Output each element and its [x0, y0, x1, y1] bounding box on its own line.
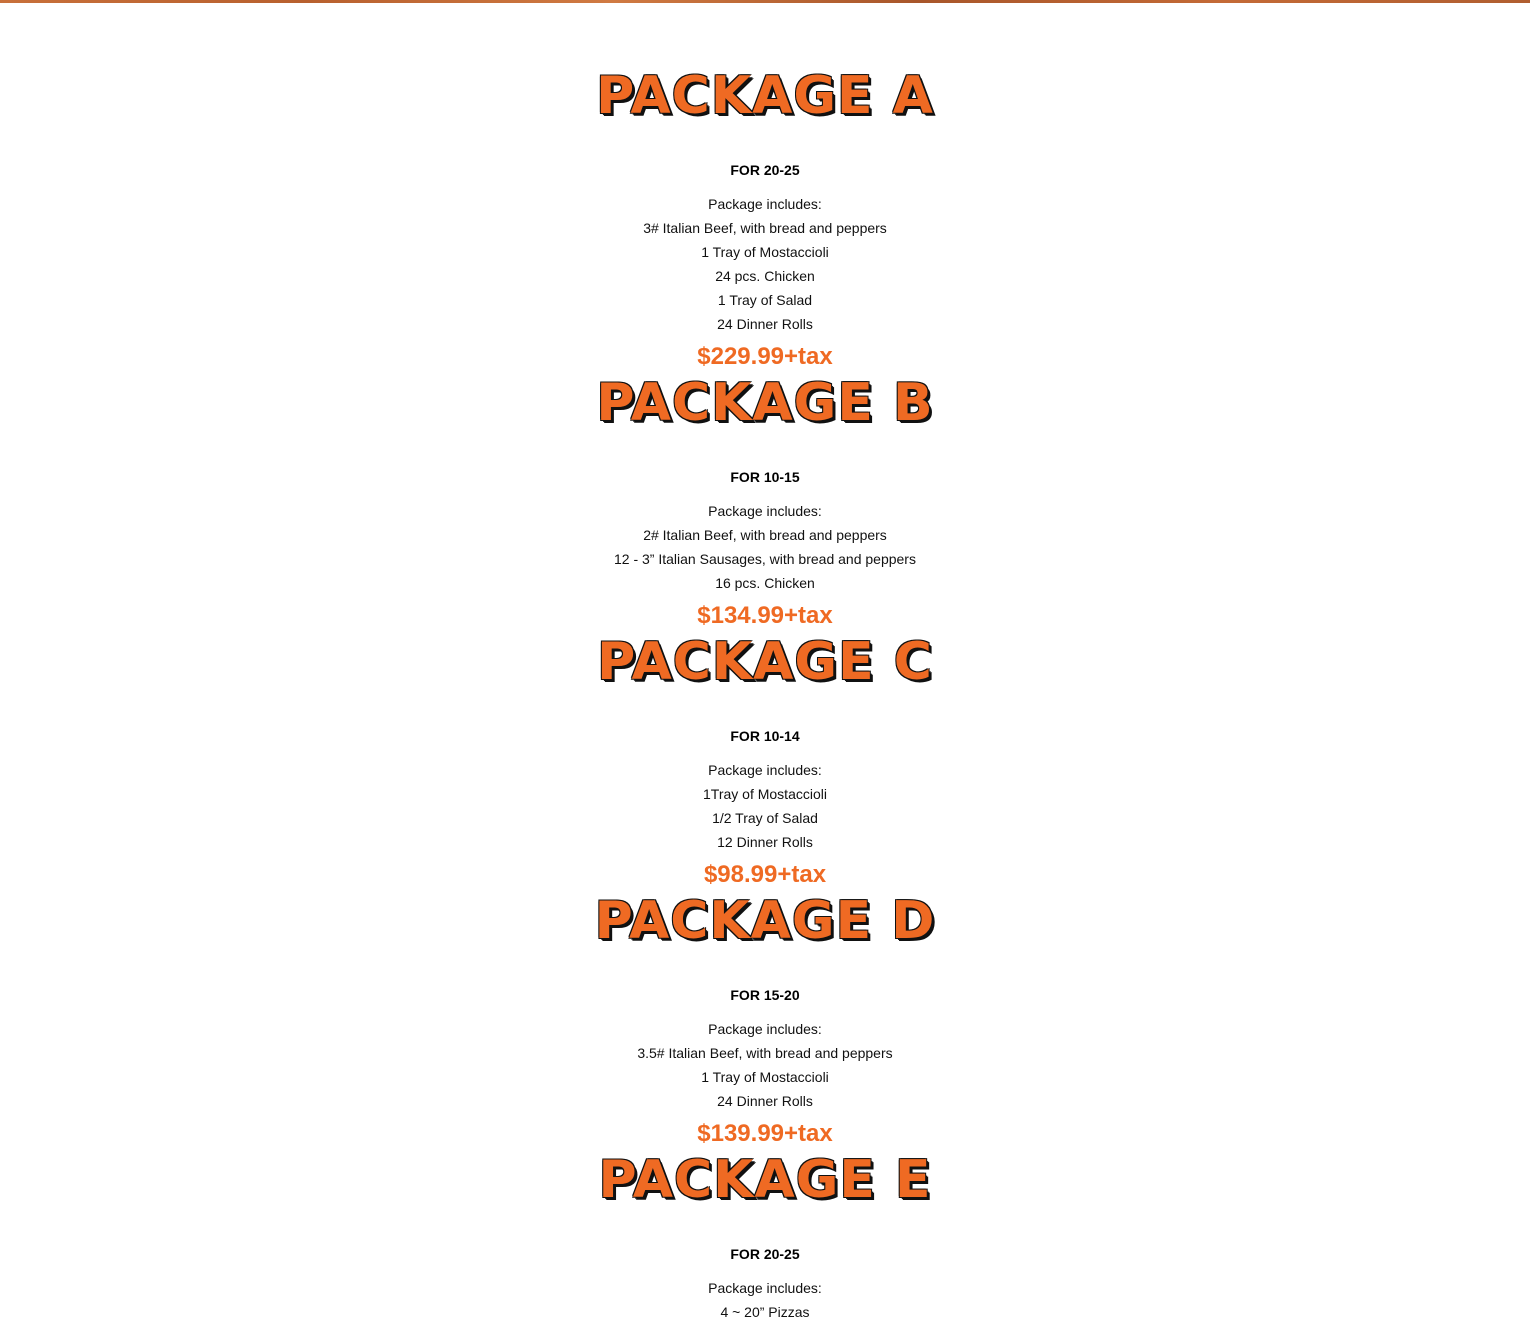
package-title: PACKAGE D: [594, 891, 936, 951]
package-price: $229.99+tax: [697, 343, 833, 370]
package-serves: FOR 10-14: [730, 728, 800, 744]
package-item: 4 ~ 20” Pizzas: [720, 1304, 810, 1320]
package-item: 24 Dinner Rolls: [717, 316, 813, 332]
package-item: 24 pcs. Chicken: [715, 268, 815, 284]
package-item: 12 Dinner Rolls: [717, 834, 813, 850]
package-intro: Package includes:: [708, 762, 822, 778]
package-serves: FOR 10-15: [730, 469, 800, 485]
package-item: 1 Tray of Mostaccioli: [701, 1069, 829, 1085]
package-price: $98.99+tax: [703, 861, 827, 888]
package-title: PACKAGE B: [596, 373, 934, 433]
package-price: $134.99+tax: [697, 602, 833, 629]
package-item: 1 Tray of Mostaccioli: [701, 244, 829, 260]
package-item: 1/2 Tray of Salad: [712, 810, 818, 826]
package-intro: Package includes:: [708, 503, 822, 519]
package-item: 16 pcs. Chicken: [715, 575, 815, 591]
package-item: 3.5# Italian Beef, with bread and peppers: [637, 1045, 893, 1061]
package-price: $139.99+tax: [697, 1120, 833, 1147]
package-title: PACKAGE C: [597, 632, 933, 692]
package-serves: FOR 15-20: [730, 987, 800, 1003]
package-intro: Package includes:: [708, 1280, 822, 1296]
package-item: 1Tray of Mostaccioli: [703, 786, 827, 802]
package-title: PACKAGE E: [598, 1150, 932, 1210]
package-title: PACKAGE A: [596, 66, 934, 126]
package-item: 24 Dinner Rolls: [717, 1093, 813, 1109]
package-item: 1 Tray of Salad: [717, 292, 813, 308]
package-intro: Package includes:: [708, 1021, 822, 1037]
package-item: 12 - 3” Italian Sausages, with bread and peppers: [614, 551, 916, 567]
package-serves: FOR 20-25: [730, 1246, 800, 1262]
package-item: 2# Italian Beef, with bread and peppers: [643, 527, 887, 543]
package-item: 3# Italian Beef, with bread and peppers: [643, 220, 887, 236]
package-intro: Package includes:: [708, 196, 822, 212]
package-serves: FOR 20-25: [730, 162, 800, 178]
